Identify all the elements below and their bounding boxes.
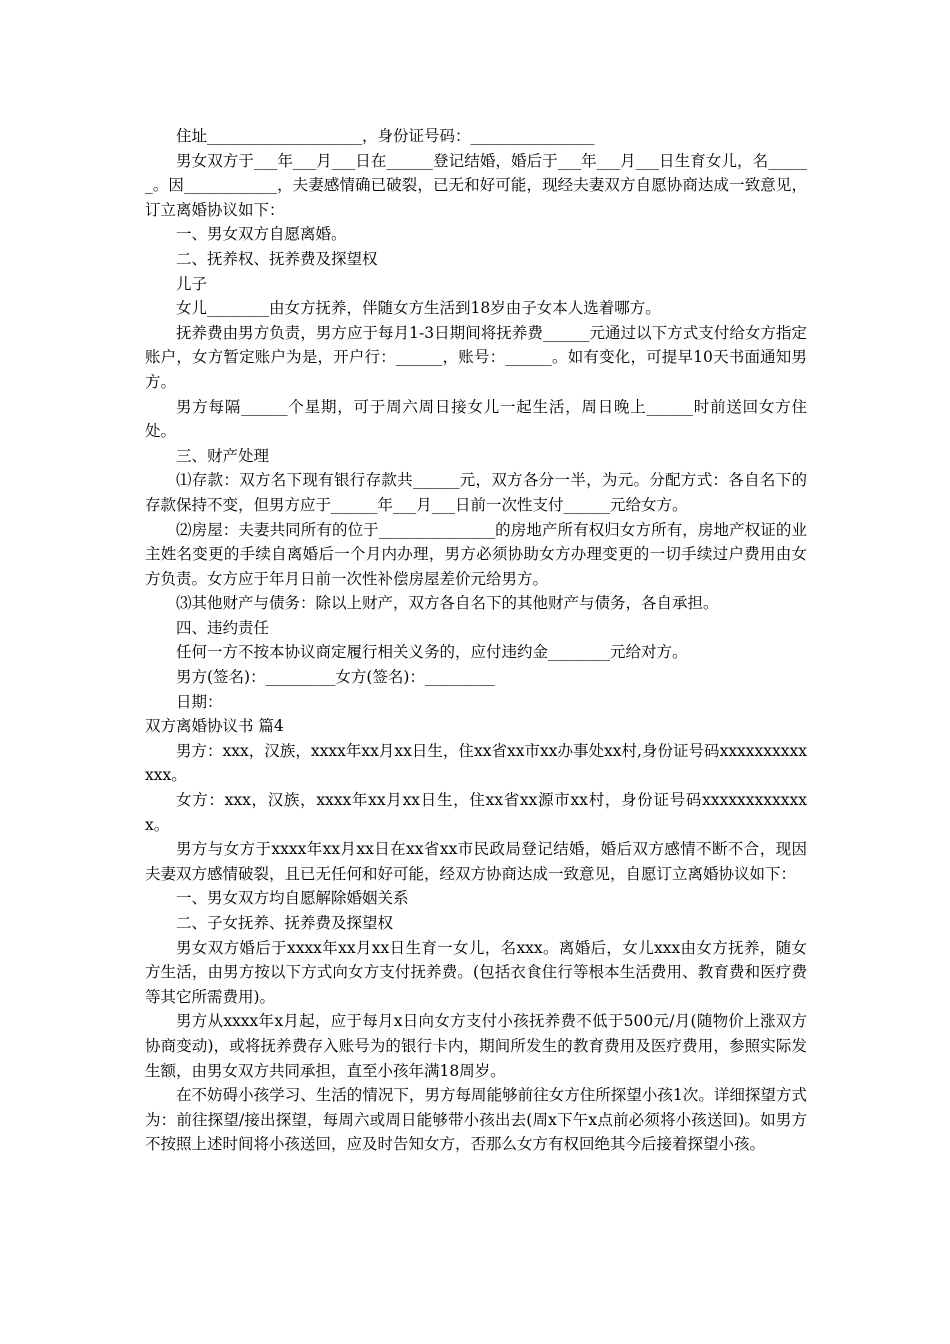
paragraph-husband-info: 男方：xxx，汉族，xxxx年xx月xx日生，住xx省xx市xx办事处xx村,身份证号码xxxxxxxxxxxxx。 bbox=[145, 741, 807, 785]
paragraph-deposits: ⑴存款：双方名下现有银行存款共______元，双方各分一半，为元。分配方式：各自名下的存款保持不变，但男方应于______年___月___日前一次性支付______元给女方。 bbox=[145, 471, 807, 514]
paragraph-visitation: 男方每隔______个星期，可于周六周日接女儿一起生活，周日晚上______时前送回女方住处。 bbox=[145, 397, 807, 441]
signature-line: 男方(签名)：_________女方(签名)：_________ bbox=[176, 668, 495, 687]
paragraph-address-id: 住址____________________，身份证号码：________________ bbox=[176, 127, 595, 145]
paragraph-visitation-details: 在不妨碍小孩学习、生活的情况下，男方每周能够前往女方住所探望小孩1次。详细探望方式为：前往探望/接出探望，每周六或周日能够带小孩出去(周x下午x点前必须将小孩送回)。如男方不按照上述时间将小孩送回，应及时告知女方，否那么女方有权回绝其今后接着探望小孩。 bbox=[145, 1086, 807, 1154]
paragraph-daughter-custody: 女儿________由女方抚养，伴随女方生活到18岁由子女本人选着哪方。 bbox=[176, 299, 661, 318]
paragraph-marriage-info: 男女双方于___年___月___日在______登记结婚，婚后于___年___月___日生育女儿，名______。因____________，夫妻感情确已破裂，已无和好可能，现经夫妻双方自愿协商达成一致意见，订立离婚协议如下： bbox=[145, 151, 807, 219]
paragraph-child-raising: 男女双方婚后于xxxx年xx月xx日生育一女儿，名xxx。离婚后，女儿xxx由女方抚养，随女方生活，由男方按以下方式向女方支付抚养费。(包括衣食住行等根本生活费用、教育费和医疗费等其它所需费用)。 bbox=[145, 938, 807, 1006]
clause-2-child-heading: 二、子女抚养、抚养费及探望权 bbox=[176, 914, 394, 932]
clause-3-heading: 三、财产处理 bbox=[176, 446, 270, 465]
section-title: 双方离婚协议书 篇4 bbox=[145, 717, 284, 736]
paragraph-son: 儿子 bbox=[176, 274, 208, 293]
paragraph-support-payment: 男方从xxxx年x月起，应于每月x日向女方支付小孩抚养费不低于500元/月(随物价上涨双方协商变动)，或将抚养费存入账号为的银行卡内，期间所发生的教育费用及医疗费用，参照实际发生额，由男女双方共同承担，直至小孩年满18周岁。 bbox=[145, 1012, 807, 1080]
clause-4-heading: 四、违约责任 bbox=[176, 618, 270, 637]
date-line: 日期： bbox=[176, 692, 223, 711]
paragraph-house: ⑵房屋：夫妻共同所有的位于_______________的房地产所有权归女方所有，房地产权证的业主姓名变更的手续自离婚后一个月内办理，男方必须协助女方办理变更的一切手续过户费用由女方负责。女方应于年月日前一次性补偿房屋差价元给男方。 bbox=[145, 520, 807, 588]
paragraph-other-assets: ⑶其他财产与债务：除以上财产，双方各自名下的其他财产与债务，各自承担。 bbox=[176, 594, 719, 613]
paragraph-child-support: 抚养费由男方负责，男方应于每月1-3日期间将抚养费______元通过以下方式支付给女方指定账户，女方暂定账户为是，开户行：______，账号：______。如有变化，可提早10天书面通知男方。 bbox=[145, 323, 807, 391]
clause-1-voluntary-divorce: 一、男女双方自愿离婚。 bbox=[176, 225, 347, 244]
clause-2-heading: 二、抚养权、抚养费及探望权 bbox=[176, 249, 378, 268]
paragraph-wife-info: 女方：xxx，汉族，xxxx年xx月xx日生，住xx省xx源市xx村，身份证号码xxxxxxxxxxxxx。 bbox=[145, 791, 807, 834]
clause-1-dissolve-marriage: 一、男女双方均自愿解除婚姻关系 bbox=[176, 889, 409, 908]
paragraph-penalty: 任何一方不按本协议商定履行相关义务的，应付违约金________元给对方。 bbox=[176, 643, 688, 662]
document-page bbox=[145, 124, 807, 1157]
paragraph-marriage-background: 男方与女方于xxxx年xx月xx日在xx省xx市民政局登记结婚，婚后双方感情不断不合，现因夫妻双方感情破裂，且已无任何和好可能，经双方协商达成一致意见，自愿订立离婚协议如下： bbox=[145, 840, 807, 883]
